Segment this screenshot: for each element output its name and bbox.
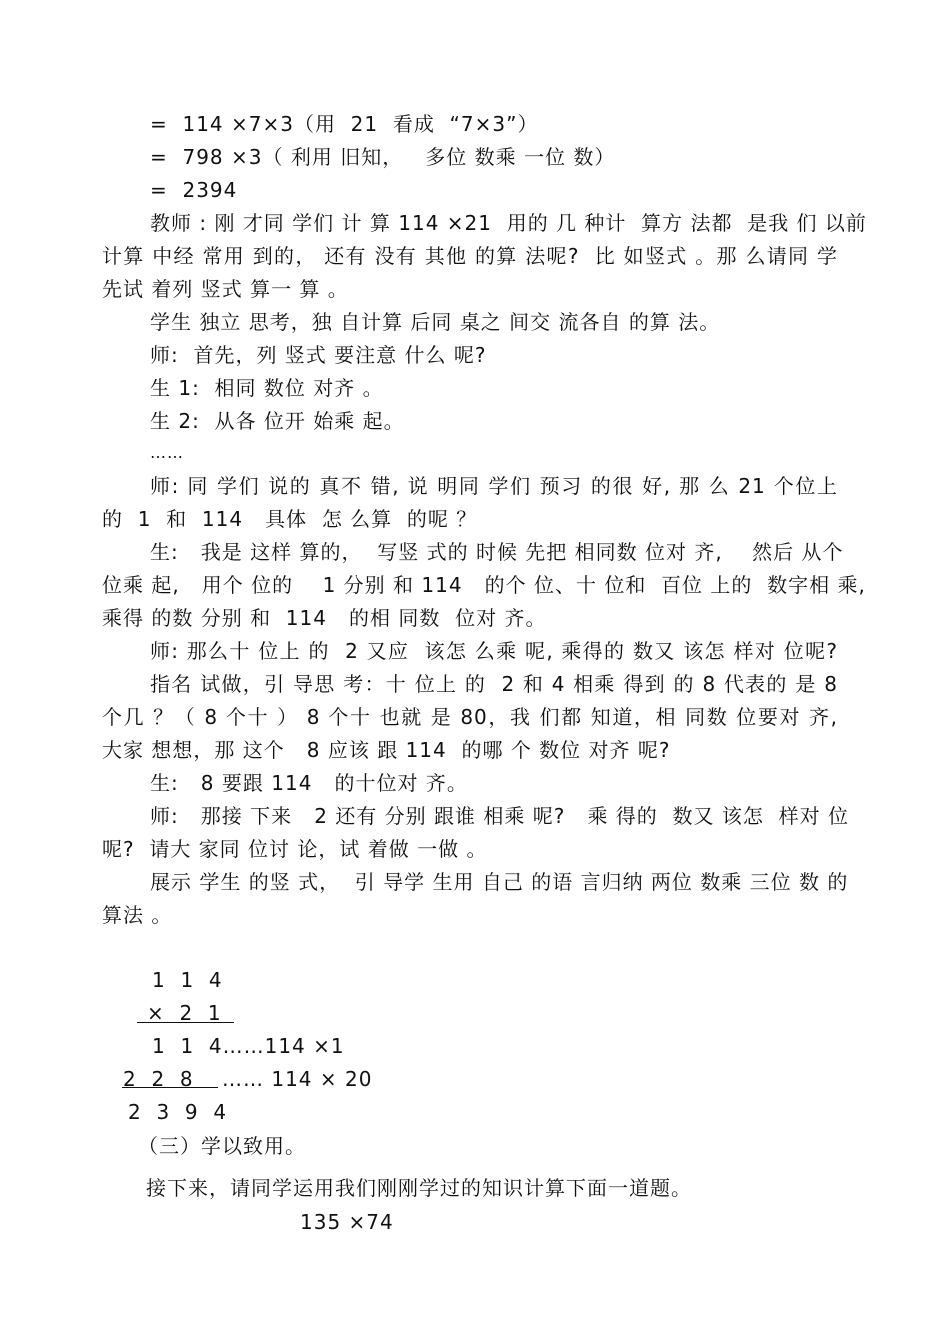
derivation-line-1: = 114 ×7×3（用 21 看成 “7×3”） <box>150 112 539 136</box>
guided-line-2: 个几 ？（ 8 个十 ） 8 个十 也就 是 80，我 们都 知道，相 同数 位要对 齐, <box>102 705 838 729</box>
vertical-rule-2 <box>122 1087 218 1088</box>
teacher-question: 师: 首先，列 竖式 要注意 什么 呢? <box>150 343 487 367</box>
guided-line-3: 大家 想想，那 这个 8 应该 跟 114 的哪 个 数位 对齐 呢? <box>102 738 671 762</box>
vertical-product: 2 3 9 4 <box>128 1100 228 1124</box>
derivation-line-2: = 798 ×3（ 利用 旧知， 多位 数乘 一位 数） <box>150 145 616 169</box>
guided-line-1: 指名 试做，引 导思 考：十 位上 的 2 和 4 相乘 得到 的 8 代表的 是 8 <box>150 672 838 696</box>
teacher-next-line-1: 师: 那接 下来 2 还有 分别 跟谁 相乘 呢? 乘 得的 数又 该怎 样对 位 <box>150 804 849 828</box>
student-explanation-line-2: 位乘 起, 用个 位的 1 分别 和 114 的个 位、十 位和 百位 上的 数字相 乘, <box>102 573 866 597</box>
vertical-partial-ones: 1 1 4……114 ×1 <box>152 1034 345 1058</box>
teacher-tens-question: 师: 那么十 位上 的 2 又应 该怎 么乘 呢, 乘得的 数又 该怎 样对 位呢? <box>150 639 838 663</box>
practice-problem: 135 ×74 <box>300 1210 394 1234</box>
teacher-paragraph-line-3: 先试 着列 竖式 算一 算 。 <box>102 277 349 301</box>
section-heading: （三）学以致用。 <box>138 1134 306 1158</box>
vertical-multiplicand: 1 1 4 <box>152 968 223 992</box>
summary-line-2: 算法 。 <box>102 903 173 927</box>
vertical-multiplier: × 2 1 <box>147 1001 222 1025</box>
vertical-rule-1 <box>137 1022 234 1023</box>
summary-line-1: 展示 学生 的竖 式， 引 导学 生用 自己 的语 言归纳 两位 数乘 三位 数 的 <box>150 870 849 894</box>
student-explanation-line-3: 乘得 的数 分别 和 114 的相 同数 位对 齐。 <box>102 606 547 630</box>
student-1-answer: 生 1: 相同 数位 对齐 。 <box>150 376 384 400</box>
ellipsis: …… <box>150 443 184 462</box>
teacher-next-line-2: 呢? 请大 家同 位讨 论，试 着做 一做 。 <box>102 837 488 861</box>
section-intro: 接下来，请同学运用我们刚刚学过的知识计算下面一道题。 <box>146 1176 692 1200</box>
student-discussion: 学生 独立 思考，独 自计算 后同 桌之 间交 流各自 的算 法。 <box>150 310 721 334</box>
vertical-partial-tens: 2 2 8 <box>123 1067 194 1091</box>
teacher-praise-line-1: 师: 同 学们 说的 真不 错, 说 明同 学们 预习 的很 好, 那 么 21 个位上 <box>150 474 838 498</box>
student-2-answer: 生 2: 从各 位开 始乘 起。 <box>150 409 405 433</box>
vertical-partial-tens-note: …… 114 × 20 <box>222 1067 373 1091</box>
teacher-paragraph-line-2: 计算 中经 常用 到的， 还有 没有 其他 的算 法呢? 比 如竖式 。那 么请同 学 <box>102 244 838 268</box>
teacher-paragraph-line-1: 教师 : 刚 才同 学们 计 算 114 ×21 用的 几 种计 算方 法都 是我 们 以前 <box>150 211 867 235</box>
student-explanation-line-1: 生: 我是 这样 算的， 写竖 式的 时候 先把 相同数 位对 齐, 然后 从个 <box>150 540 844 564</box>
derivation-line-3: = 2394 <box>150 178 238 202</box>
student-tens-answer: 生: 8 要跟 114 的十位对 齐。 <box>150 771 468 795</box>
teacher-praise-line-2: 的 1 和 114 具体 怎 么算 的呢 ？ <box>102 507 478 531</box>
